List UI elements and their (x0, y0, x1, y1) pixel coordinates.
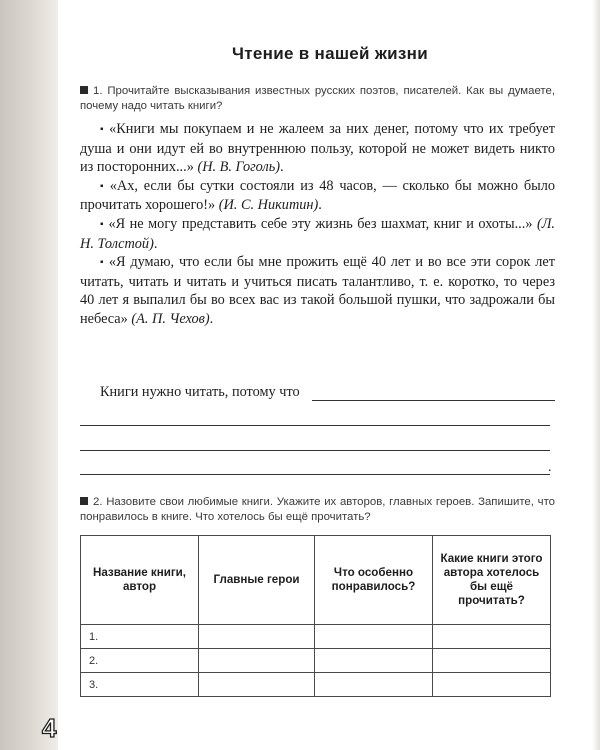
page-edge-shadow (0, 0, 58, 750)
bullet-icon: ▪ (100, 180, 106, 192)
books-table (80, 535, 551, 697)
task-1-instruction (80, 84, 555, 114)
quote-tail: . (279, 159, 284, 176)
answer-prompt: Книги нужно читать, потому что (100, 384, 300, 400)
page-title: Чтение в нашей жизни (232, 44, 428, 63)
answer-line[interactable] (312, 384, 555, 401)
table-row (81, 625, 551, 649)
quote-tail: . (318, 197, 322, 214)
bullet-icon: ▪ (100, 124, 106, 135)
header-liked-most: Что особенно понравилось? (315, 536, 433, 625)
table-cell[interactable] (315, 649, 433, 673)
quote-tail: . (153, 235, 158, 252)
quotes-block (80, 120, 555, 329)
answer-end-period: . (548, 460, 552, 475)
row-number-cell[interactable]: 1. (81, 625, 199, 649)
bullet-icon: ▪ (100, 257, 105, 269)
quote-item (80, 120, 555, 177)
quote-author: (Н. В. Гоголь) (197, 159, 280, 176)
quote-author: (А. П. Чехов) (131, 310, 210, 327)
page-edge-right (592, 0, 600, 750)
table-cell[interactable] (199, 625, 315, 649)
quote-text: «Ах, если бы сутки состояли из 48 часов, — сколько бы можно было прочитать хорошего!» (80, 177, 555, 214)
table-row (81, 649, 551, 673)
writing-line[interactable] (80, 474, 550, 475)
table-cell[interactable] (315, 625, 433, 649)
header-book-author: Название книги, автор (81, 536, 199, 625)
header-more-books: Какие книги этого автора хотелось бы ещё прочитать? (433, 536, 551, 625)
table-row (81, 673, 551, 697)
quote-item (80, 177, 555, 215)
table-header-row (81, 536, 551, 625)
writing-line[interactable] (80, 425, 550, 426)
writing-line[interactable] (80, 450, 550, 451)
header-main-heroes: Главные герои (199, 536, 315, 625)
task-square-icon (80, 497, 88, 505)
row-number-cell[interactable]: 2. (81, 649, 199, 673)
quote-author: (Л. Н. Толстой) (80, 215, 556, 252)
row-number-cell[interactable]: 3. (81, 673, 199, 697)
answer-row (100, 384, 555, 401)
table-cell[interactable] (199, 649, 315, 673)
task-square-icon (80, 86, 88, 94)
bullet-icon: ▪ (100, 218, 105, 230)
table-cell[interactable] (433, 673, 551, 697)
quote-tail: . (209, 310, 214, 327)
quote-text: «Книги мы покупаем и не жалеем за них денег, потому что их требует душа и они идут ей во внутреннюю пользу, которой не может видеть никто из посторонних...» (80, 121, 555, 176)
quote-author: (И. С. Никитин) (218, 197, 319, 214)
quote-text: «Я думаю, что если бы мне прожить ещё 40 лет и во все эти сорок лет читать, читать и читать и учиться писать талантливо, т. е. коротко, то через 40 лет я выпалил бы во всех вас из такой большой пушки, что задрожали бы небеса» (80, 254, 556, 327)
quote-item (80, 253, 555, 328)
task-2-instruction (80, 495, 555, 525)
task-2-text: 2. Назовите свои любимые книги. Укажите их авторов, главных героев. Запишите, что понравилось в книге. Что хотелось бы ещё прочитать? (80, 496, 555, 523)
table-cell[interactable] (433, 649, 551, 673)
table-cell[interactable] (433, 625, 551, 649)
quote-text: «Я не могу представить себе эту жизнь без шахмат, книг и охоты...» (108, 215, 533, 232)
table-cell[interactable] (315, 673, 433, 697)
quote-item (80, 215, 555, 253)
task-1-text: 1. Прочитайте высказывания известных русских поэтов, писателей. Как вы думаете, почему надо читать книги? (80, 85, 555, 112)
page-number: 4 (42, 713, 57, 743)
table-cell[interactable] (199, 673, 315, 697)
